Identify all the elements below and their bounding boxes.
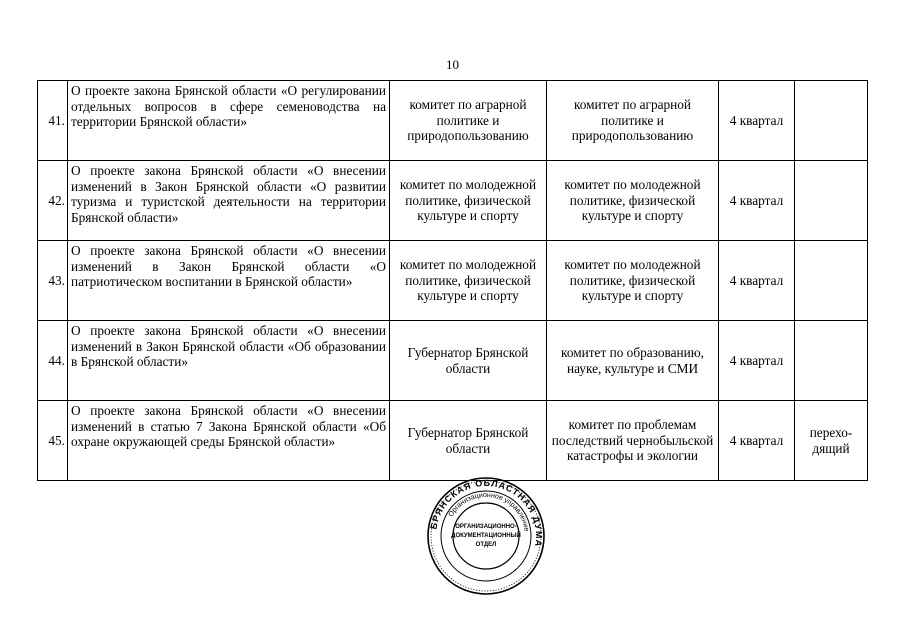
row-responsible: комитет по молодежной политике, физической культуре и спорту bbox=[390, 161, 547, 241]
row-responsible: комитет по аграрной политике и природопользованию bbox=[390, 81, 547, 161]
row-number: 45. bbox=[38, 401, 68, 481]
row-executor: комитет по молодежной политике, физической культуре и спорту bbox=[547, 161, 719, 241]
row-executor: комитет по аграрной политике и природопользованию bbox=[547, 81, 719, 161]
row-title: О проекте закона Брянской области «О регулировании отдельных вопросов в сфере семеноводства на территории Брянской области» bbox=[68, 81, 390, 161]
row-number: 42. bbox=[38, 161, 68, 241]
plan-table-body bbox=[38, 81, 868, 481]
row-note: перехо-дящий bbox=[795, 401, 868, 481]
row-responsible: Губернатор Брянской области bbox=[390, 401, 547, 481]
seal-stamp bbox=[426, 476, 546, 596]
row-note bbox=[795, 161, 868, 241]
row-term: 4 квартал bbox=[719, 321, 795, 401]
table-row bbox=[38, 321, 868, 401]
table-row bbox=[38, 401, 868, 481]
seal-inner-text: Организационное управление bbox=[447, 491, 530, 532]
row-note bbox=[795, 321, 868, 401]
row-title: О проекте закона Брянской области «О внесении изменений в Закон Брянской области «О развитии туризма и туристской деятельности на территории Брянской области» bbox=[68, 161, 390, 241]
plan-table bbox=[37, 80, 868, 481]
row-responsible: комитет по молодежной политике, физической культуре и спорту bbox=[390, 241, 547, 321]
row-executor: комитет по молодежной политике, физической культуре и спорту bbox=[547, 241, 719, 321]
row-title: О проекте закона Брянской области «О внесении изменений в Закон Брянской области «Об образовании в Брянской области» bbox=[68, 321, 390, 401]
row-term: 4 квартал bbox=[719, 161, 795, 241]
table-row bbox=[38, 241, 868, 321]
row-responsible: Губернатор Брянской области bbox=[390, 321, 547, 401]
row-executor: комитет по образованию, науке, культуре и СМИ bbox=[547, 321, 719, 401]
table-row bbox=[38, 161, 868, 241]
row-number: 44. bbox=[38, 321, 68, 401]
row-term: 4 квартал bbox=[719, 241, 795, 321]
row-note bbox=[795, 81, 868, 161]
row-executor: комитет по проблемам последствий чернобыльской катастрофы и экологии bbox=[547, 401, 719, 481]
row-title: О проекте закона Брянской области «О внесении изменений в статью 7 Закона Брянской области «Об охране окружающей среды Брянской области» bbox=[68, 401, 390, 481]
page-number: 10 bbox=[446, 57, 459, 72]
seal-outer-text: БРЯНСКАЯ ОБЛАСТНАЯ ДУМА bbox=[428, 477, 545, 548]
row-number: 41. bbox=[38, 81, 68, 161]
table-row bbox=[38, 81, 868, 161]
row-term: 4 квартал bbox=[719, 81, 795, 161]
seal-center-line: ОТДЕЛ bbox=[475, 542, 497, 548]
row-number: 43. bbox=[38, 241, 68, 321]
row-term: 4 квартал bbox=[719, 401, 795, 481]
seal-center-line: ОРГАНИЗАЦИОННО- bbox=[455, 524, 517, 530]
row-note bbox=[795, 241, 868, 321]
row-title: О проекте закона Брянской области «О внесении изменений в Закон Брянской области «О патриотическом воспитании в Брянской области» bbox=[68, 241, 390, 321]
seal-center-line: ДОКУМЕНТАЦИОННЫЙ bbox=[451, 533, 521, 539]
